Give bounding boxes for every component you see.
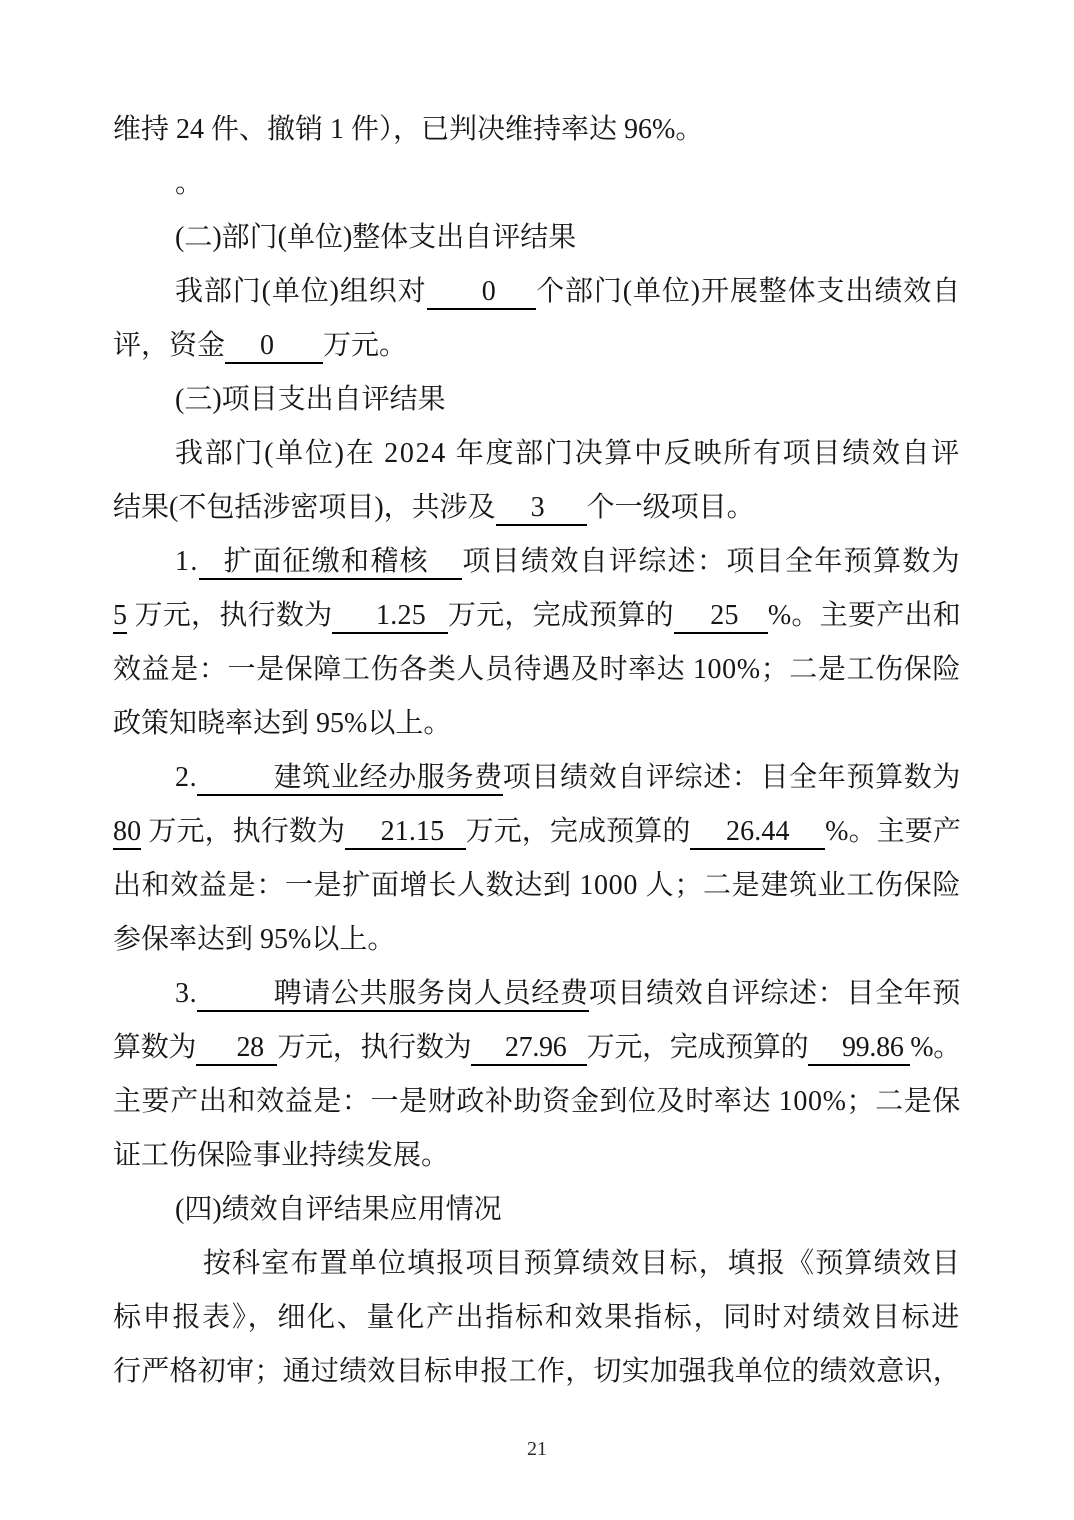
filled-blank: 28 (196, 1032, 277, 1066)
text-line (113, 1129, 961, 1183)
text-run: 万元，完成预算的 (447, 600, 674, 631)
text-run: 政策知晓率达到 95%以上。 (113, 708, 452, 739)
filled-blank: 0 (427, 276, 537, 310)
text-line-content (175, 276, 961, 310)
filled-blank: 0 (225, 330, 323, 364)
document-body (113, 103, 961, 1399)
text-run: 。 (175, 168, 204, 199)
text-run: 1. (175, 546, 199, 577)
text-run: 维持 24 件、撤销 1 件），已判决维持率达 96%。 (113, 114, 704, 145)
text-line-content (175, 384, 446, 415)
text-line (113, 1345, 961, 1399)
text-run: 万元，完成预算的 (465, 816, 691, 847)
text-run: 标申报表》，细化、量化产出指标和效果指标，同时对绩效目标进 (113, 1302, 961, 1333)
filled-blank: 99.86 (808, 1032, 910, 1066)
filled-blank: 25 (674, 600, 768, 634)
page-number: 21 (527, 1438, 547, 1460)
text-line-content (113, 708, 451, 739)
filled-blank: 5 (113, 600, 127, 634)
filled-blank: 80 (113, 816, 141, 850)
text-line-content (113, 492, 755, 526)
text-run: 万元，执行数为 (141, 816, 346, 847)
text-run: 评，资金 (113, 330, 226, 361)
text-run: 个部门(单位)开展整体支出绩效自 (536, 276, 961, 307)
text-line-content (113, 1032, 961, 1066)
text-run: 主要产出和效益是：一是财政补助资金到位及时率达 100%；二是保 (113, 1086, 961, 1117)
text-run: 个一级项目。 (586, 492, 755, 523)
text-line-content (203, 1248, 961, 1279)
text-line-content (175, 222, 576, 253)
text-run: 项目绩效自评综述：目全年预算数为 (502, 762, 961, 793)
text-run: 我部门(单位)在 2024 年度部门决算中反映所有项目绩效自评 (175, 438, 961, 469)
text-run: 万元，执行数为 (277, 1032, 472, 1063)
text-run: 万元。 (323, 330, 408, 361)
text-line (113, 859, 961, 913)
text-line-content (113, 114, 703, 145)
text-run: %。 (910, 1032, 962, 1063)
text-line-content (113, 330, 407, 364)
text-line-content (175, 978, 961, 1012)
text-line (113, 643, 961, 697)
text-line (113, 1021, 961, 1075)
text-run: 参保率达到 95%以上。 (113, 924, 396, 955)
text-line (113, 535, 961, 589)
text-line-content (113, 654, 961, 685)
text-line (113, 913, 961, 967)
text-line-content (113, 816, 961, 850)
text-run: %。主要产 (825, 816, 962, 847)
text-line (113, 1183, 961, 1237)
text-line (113, 1291, 961, 1345)
text-line-content (113, 924, 395, 955)
filled-blank: 27.96 (471, 1032, 586, 1066)
filled-blank: 聘请公共服务岗人员经费 (197, 978, 588, 1012)
text-line (113, 373, 961, 427)
text-line (113, 967, 961, 1021)
text-line (113, 805, 961, 859)
text-run: (三)项目支出自评结果 (175, 384, 446, 415)
text-line (113, 211, 961, 265)
text-line (113, 481, 961, 535)
text-line-content (113, 1086, 961, 1117)
text-run: 行严格初审；通过绩效目标申报工作，切实加强我单位的绩效意识， (113, 1356, 961, 1387)
text-line-content (113, 600, 961, 634)
text-run: 效益是：一是保障工伤各类人员待遇及时率达 100%；二是工伤保险 (113, 654, 961, 685)
text-run: (四)绩效自评结果应用情况 (175, 1194, 502, 1225)
text-run: 3. (175, 978, 198, 1009)
text-line (113, 697, 961, 751)
text-line-content (175, 546, 961, 580)
filled-blank: 建筑业经办服务费 (197, 762, 503, 796)
text-run: 结果(不包括涉密项目)，共涉及 (113, 492, 496, 523)
text-run: 出和效益是：一是扩面增长人数达到 1000 人；二是建筑业工伤保险 (113, 870, 961, 901)
text-run: 万元，执行数为 (127, 600, 333, 631)
text-run: 项目绩效自评综述：项目全年预算数为 (462, 546, 961, 577)
filled-blank: 3 (496, 492, 587, 526)
text-line (113, 319, 961, 373)
text-line (113, 157, 961, 211)
text-run: 2. (175, 762, 198, 793)
text-run: 万元，完成预算的 (586, 1032, 809, 1063)
text-line (113, 1075, 961, 1129)
text-run: %。主要产出和 (767, 600, 961, 631)
text-run: 算数为 (113, 1032, 197, 1063)
text-run: 项目绩效自评综述：目全年预 (588, 978, 961, 1009)
text-line (113, 751, 961, 805)
filled-blank: 21.15 (345, 816, 465, 850)
text-run: 按科室布置单位填报项目预算绩效目标，填报《预算绩效目 (203, 1248, 961, 1279)
text-line (113, 265, 961, 319)
filled-blank: 扩面征缴和稽核 (199, 546, 463, 580)
text-line-content (113, 1140, 449, 1171)
text-line-content (175, 1194, 502, 1225)
text-run: 证工伤保险事业持续发展。 (113, 1140, 450, 1171)
filled-blank: 1.25 (332, 600, 447, 634)
text-line (113, 103, 961, 157)
text-line (113, 1237, 961, 1291)
text-line (113, 589, 961, 643)
text-line-content (113, 1302, 961, 1333)
text-line-content (175, 762, 961, 796)
text-line-content (175, 168, 203, 199)
filled-blank: 26.44 (690, 816, 825, 850)
text-line (113, 427, 961, 481)
text-line-content (113, 1356, 961, 1387)
text-line-content (113, 870, 961, 901)
text-run: (二)部门(单位)整体支出自评结果 (175, 222, 577, 253)
text-run: 我部门(单位)组织对 (175, 276, 427, 307)
text-line-content (175, 438, 961, 469)
